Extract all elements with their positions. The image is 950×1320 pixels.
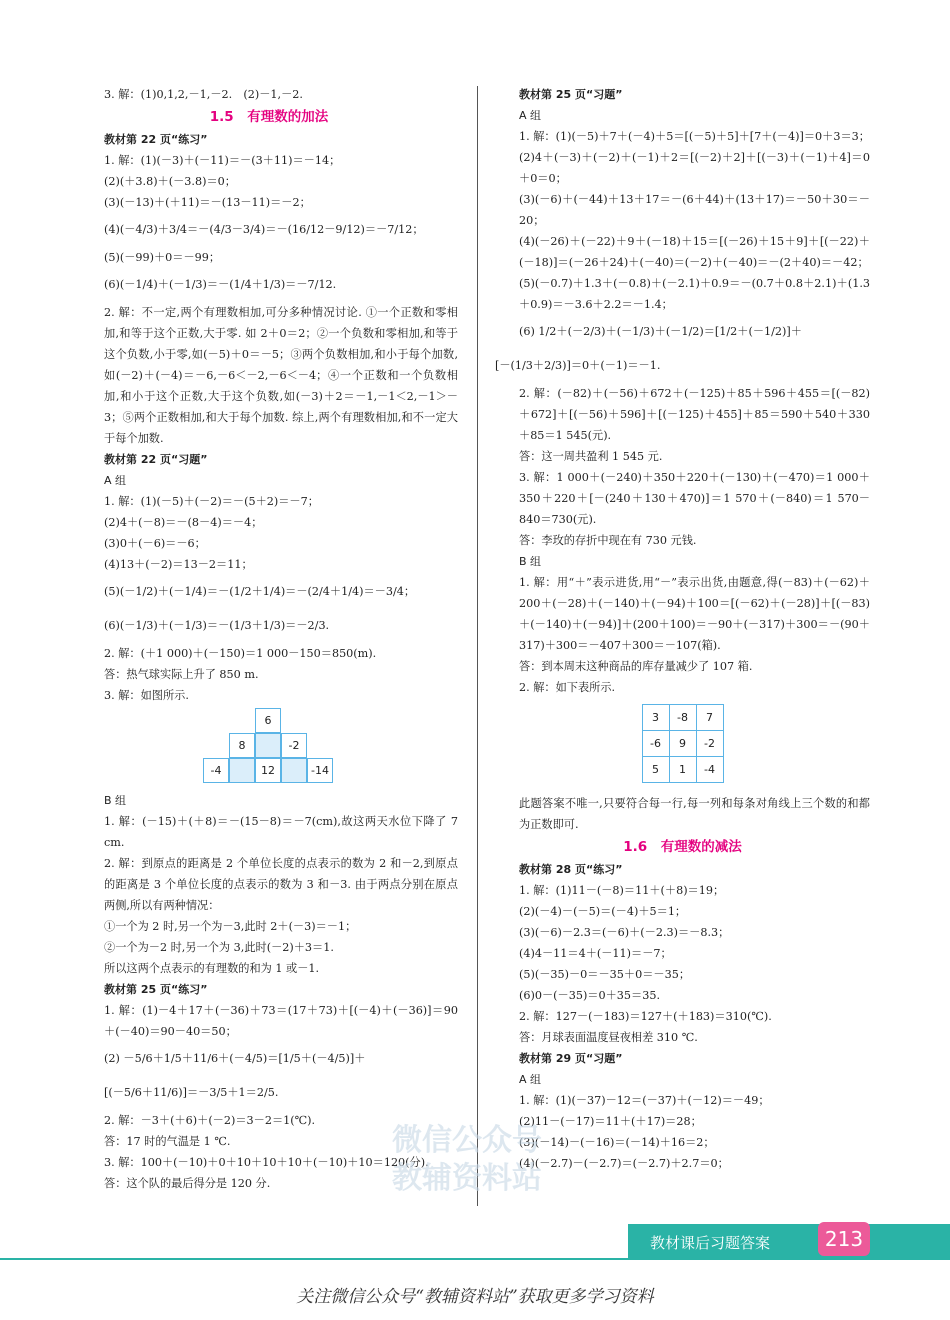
answer-line: 1. 解：(1)(－37)－12＝(－37)＋(－12)＝－49； [519, 1094, 770, 1107]
answer-paragraph: 2. 解：(－82)＋(－56)＋672＋(－125)＋85＋596＋455＝[(－82)＋672]＋[(－56)＋596]＋[(－125)＋455]＋85＝590＋540＋330＋85＝1 545(元). [519, 387, 870, 442]
footer-label: 教材课后习题答案 [650, 1234, 771, 1252]
pyramid-cell: 12 [255, 758, 281, 783]
answer-line: (2)4＋(－8)＝－(8－4)＝－4； [104, 516, 263, 529]
square-cell: 5 [642, 757, 669, 783]
answer-line: [－(1/3＋2/3)]＝0＋(－1)＝－1. [495, 359, 661, 372]
answer-paragraph: (4)(－26)＋(－22)＋9＋(－18)＋15＝[(－26)＋15＋9]＋[(－22)＋(－18)]＝(－26＋24)＋(－40)＝(－2)＋(－40)＝－(2＋40)＝－42； [519, 235, 870, 269]
group-label: A 组 [104, 474, 127, 487]
section-title-1-6: 1.6 有理数的减法 [623, 839, 742, 855]
group-label: A 组 [519, 1073, 542, 1086]
answer-line: (4)(－2.7)－(－2.7)＝(－2.7)＋2.7＝0； [519, 1157, 729, 1170]
right-column [495, 84, 870, 1174]
watermark-line: 微信公众号 [392, 1123, 542, 1158]
pyramid-cell: -14 [307, 758, 333, 783]
bottom-note: 关注微信公众号“教辅资料站”获取更多学习资料 [296, 1287, 654, 1307]
square-cell: 3 [642, 705, 669, 731]
answer-line: 1. 解：(1)(－5)＋(－2)＝－(5＋2)＝－7； [104, 495, 319, 508]
answer-line: (3)0＋(－6)＝－6； [104, 537, 206, 550]
answer-line: ①一个为 2 时,另一个为－3,此时 2＋(－3)＝－1； [104, 920, 357, 933]
pyramid-cell [255, 733, 281, 758]
subheading: 教材第 25 页“练习” [104, 983, 208, 996]
watermark [362, 1122, 572, 1198]
answer-line: (4)(－4/3)＋3/4＝－(4/3－3/4)＝－(16/12－9/12)＝－7/12； [104, 223, 424, 236]
answer-line: 3. 解：100＋(－10)＋0＋10＋10＋10＋(－10)＋10＝120(分). [104, 1156, 429, 1169]
answer-paragraph: (5)(－0.7)＋1.3＋(－0.8)＋(－2.1)＋0.9＝－(0.7＋0.8＋2.1)＋(1.3＋0.9)＝－3.6＋2.2＝－1.4； [519, 277, 870, 311]
square-cell: 7 [696, 705, 723, 731]
answer-line: ②一个为－2 时,另一个为 3,此时(－2)＋3＝1. [104, 941, 334, 954]
square-cell: 1 [669, 757, 696, 783]
answer-line: 答：这个队的最后得分是 120 分. [104, 1177, 271, 1190]
answer-paragraph: (2)4＋(－3)＋(－2)＋(－1)＋2＝[(－2)＋2]＋[(－3)＋(－1)＋4]＝0＋0＝0； [519, 151, 870, 185]
pyramid-cell: -2 [281, 733, 307, 758]
answer-line: 答：李玫的存折中现在有 730 元钱. [519, 534, 697, 547]
section-title-1-5: 1.5 有理数的加法 [209, 109, 329, 125]
answer-paragraph: 2. 解：到原点的距离是 2 个单位长度的点表示的数为 2 和－2,到原点的距离是 3 个单位长度的点表示的数为 3 和－3. 由于两点分别在原点两侧,所以有两种情况： [104, 857, 458, 912]
answer-line: 答：月球表面温度昼夜相差 310 ℃. [519, 1031, 698, 1044]
answer-line: (3)(－13)＋(＋11)＝－(13－11)＝－2； [104, 196, 311, 209]
answer-line: (6)0－(－35)＝0＋35＝35. [519, 989, 661, 1002]
pyramid-cell [229, 758, 255, 783]
answer-line: (2) －5/6＋1/5＋11/6＋(－4/5)＝[1/5＋(－4/5)]＋ [104, 1052, 366, 1065]
answer-line: (6)(－1/4)＋(－1/3)＝－(1/4＋1/3)＝－7/12. [104, 278, 337, 291]
answer-line: 答：热气球实际上升了 850 m. [104, 668, 259, 681]
pyramid-cell: 6 [255, 708, 281, 733]
answer-line: (3)(－6)－2.3＝(－6)＋(－2.3)＝－8.3； [519, 926, 730, 939]
answer-line: [(－5/6＋11/6)]＝－3/5＋1＝2/5. [104, 1086, 279, 1099]
watermark-line: 教辅资料站 [392, 1161, 542, 1196]
magic-square-wrap [495, 698, 870, 793]
answer-line: (2)(－4)－(－5)＝(－4)＋5＝1； [519, 905, 687, 918]
answer-line: 答：17 时的气温是 1 ℃. [104, 1135, 231, 1148]
answer-paragraph: 此题答案不唯一,只要符合每一行,每一列和每条对角线上三个数的和都为正数即可. [519, 797, 870, 831]
answer-line: 2. 解：如下表所示. [519, 681, 616, 694]
answer-paragraph: (3)(－6)＋(－44)＋13＋17＝－(6＋44)＋(13＋17)＝－50＋30＝－20； [519, 193, 870, 227]
answer-paragraph: 1. 解：用“＋”表示进货,用“－”表示出货,由题意,得(－83)＋(－62)＋200＋(－28)＋(－140)＋(－94)＋100＝[(－62)＋(－28)]＋[(－83)＋(－140)＋(－94)]＋(200＋100)＝－90＋(－317)＋300＝－(90＋317)＋300＝－407＋300＝－107(箱). [519, 576, 870, 652]
answer-paragraph: 2. 解：不一定,两个有理数相加,可分多种情况讨论. ①一个正数和零相加,和等于这个正数,大于零. 如 2＋0＝2；②一个负数和零相加,和等于这个负数,小于零,如(－5)＋0＝－5；③两个负数相加,和小于每个加数,如(－2)＋(－4)＝－6,－6＜－2,－6＜－4；④一个正数和一个负数相加,和小于这个正数,大于这个负数,如(－3)＋2＝－1,－1＜2,－1＞－3；⑤两个正数相加,和大于每个加数. 综上,两个有理数相加,和不一定大于每个加数. [104, 306, 458, 445]
answer-line: (2)(＋3.8)＋(－3.8)＝0； [104, 175, 236, 188]
subheading: 教材第 29 页“习题” [519, 1052, 623, 1065]
group-label: B 组 [104, 794, 127, 807]
answer-line: 答：到本周末这种商品的库存量减少了 107 箱. [519, 660, 753, 673]
square-cell: -8 [669, 705, 696, 731]
group-label: A 组 [519, 109, 542, 122]
answer-line: 1. 解：(1)(－3)＋(－11)＝－(3＋11)＝－14； [104, 154, 341, 167]
answer-line: (4)13＋(－2)＝13－2＝11； [104, 558, 253, 571]
square-cell: -2 [696, 731, 723, 757]
answer-line: (5)(－1/2)＋(－1/4)＝－(1/2＋1/4)＝－(2/4＋1/4)＝－3/4； [104, 585, 416, 598]
answer-line: (4)4－11＝4＋(－11)＝－7； [519, 947, 672, 960]
answer-line: 答：这一周共盈利 1 545 元. [519, 450, 663, 463]
subheading: 教材第 22 页“练习” [104, 133, 208, 146]
answer-line: (5)(－99)＋0＝－99； [104, 251, 221, 264]
subheading: 教材第 28 页“练习” [519, 863, 623, 876]
square-cell: 9 [669, 731, 696, 757]
answer-paragraph: 1. 解：(1)－4＋17＋(－36)＋73＝(17＋73)＋[(－4)＋(－36)]＝90＋(－40)＝90－40＝50； [104, 1004, 458, 1038]
answer-line: (5)(－35)－0＝－35＋0＝－35； [519, 968, 691, 981]
answer-line: (6)(－1/3)＋(－1/3)＝－(1/3＋1/3)＝－2/3. [104, 619, 330, 632]
answer-line: 所以这两个点表示的有理数的和为 1 或－1. [104, 962, 320, 975]
answer-line: (3)(－14)－(－16)＝(－14)＋16＝2； [519, 1136, 715, 1149]
left-column [80, 84, 458, 1194]
square-cell: -6 [642, 731, 669, 757]
answer-line: (6) 1/2＋(－2/3)＋(－1/3)＋(－1/2)＝[1/2＋(－1/2)]＋ [519, 325, 802, 338]
subheading: 教材第 25 页“习题” [519, 88, 623, 101]
answer-line: 2. 解：－3＋(＋6)＋(－2)＝3－2＝1(℃). [104, 1114, 316, 1127]
answer-paragraph: 1. 解：(－15)＋(＋8)＝－(15－8)＝－7(cm),故这两天水位下降了 7 cm. [104, 815, 458, 849]
pyramid-cell: -4 [203, 758, 229, 783]
column-divider [477, 86, 478, 1206]
magic-square [642, 704, 724, 783]
number-pyramid [80, 706, 458, 790]
page-number: 213 [818, 1222, 870, 1256]
answer-line: 3. 解：(1)0,1,2,－1,－2. (2)－1,－2. [104, 88, 303, 101]
group-label: B 组 [519, 555, 542, 568]
answer-line: 2. 解：127－(－183)＝127＋(＋183)＝310(℃). [519, 1010, 772, 1023]
answer-line: 1. 解：(1)11－(－8)＝11＋(＋8)＝19； [519, 884, 725, 897]
pyramid-cell: 8 [229, 733, 255, 758]
pyramid-cell [281, 758, 307, 783]
answer-paragraph: 1. 解：(1)(－5)＋7＋(－4)＋5＝[(－5)＋5]＋[7＋(－4)]＝0＋3＝3； [519, 130, 870, 143]
footer-left-blank [0, 1222, 628, 1258]
answer-line: 3. 解：如图所示. [104, 689, 189, 702]
answer-line: 2. 解：(＋1 000)＋(－150)＝1 000－150＝850(m). [104, 647, 377, 660]
square-cell: -4 [696, 757, 723, 783]
subheading: 教材第 22 页“习题” [104, 453, 208, 466]
answer-line: (2)11－(－17)＝11＋(＋17)＝28； [519, 1115, 702, 1128]
answer-paragraph: 3. 解：1 000＋(－240)＋350＋220＋(－130)＋(－470)＝1 000＋350＋220＋[－(240＋130＋470)]＝1 570＋(－840)＝1 570－840＝730(元). [519, 471, 870, 526]
